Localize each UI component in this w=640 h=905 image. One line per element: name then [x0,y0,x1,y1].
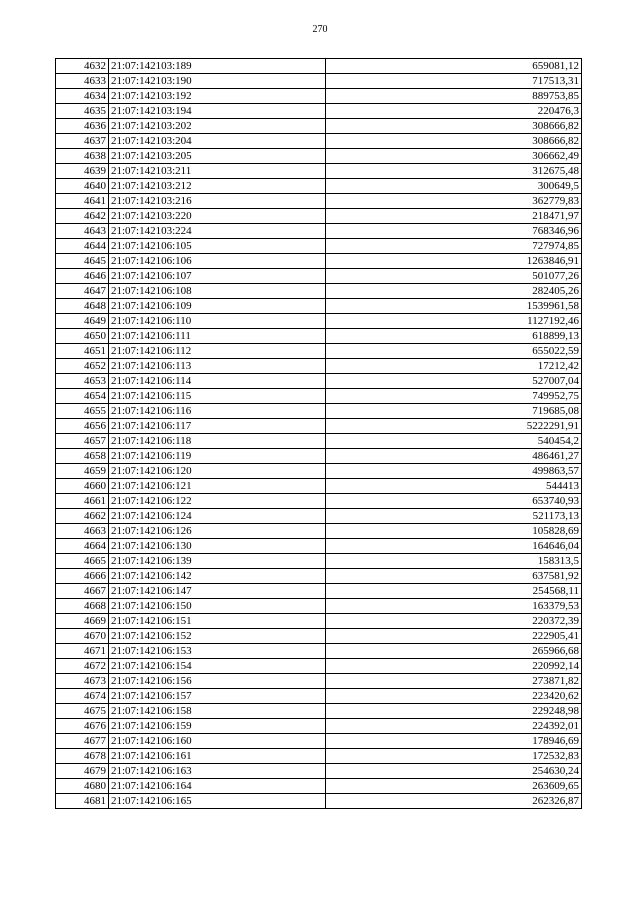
table-row [56,389,582,404]
row-number-cell: 4638 [56,149,109,164]
value-cell: 499863,57 [326,464,582,479]
table-row [56,539,582,554]
row-number-cell: 4632 [56,59,109,74]
table-row [56,149,582,164]
row-number-cell: 4643 [56,224,109,239]
row-number-cell: 4655 [56,404,109,419]
row-number-cell: 4652 [56,359,109,374]
value-cell: 1539961,58 [326,299,582,314]
table-row [56,89,582,104]
cadastral-number-cell: 21:07:142106:159 [109,719,326,734]
value-cell: 229248,98 [326,704,582,719]
value-cell: 218471,97 [326,209,582,224]
cadastral-number-cell: 21:07:142106:156 [109,674,326,689]
cadastral-number-cell: 21:07:142106:157 [109,689,326,704]
table-row [56,779,582,794]
value-cell: 306662,49 [326,149,582,164]
cadastral-number-cell: 21:07:142106:151 [109,614,326,629]
cadastral-number-cell: 21:07:142103:205 [109,149,326,164]
cadastral-number-cell: 21:07:142103:220 [109,209,326,224]
value-cell: 308666,82 [326,119,582,134]
value-cell: 178946,69 [326,734,582,749]
value-cell: 768346,96 [326,224,582,239]
cadastral-number-cell: 21:07:142103:216 [109,194,326,209]
cadastral-number-cell: 21:07:142106:152 [109,629,326,644]
row-number-cell: 4659 [56,464,109,479]
table-row [56,254,582,269]
value-cell: 653740,93 [326,494,582,509]
value-cell: 273871,82 [326,674,582,689]
cadastral-number-cell: 21:07:142106:163 [109,764,326,779]
cadastral-number-cell: 21:07:142106:150 [109,599,326,614]
table-row [56,59,582,74]
value-cell: 105828,69 [326,524,582,539]
table-row [56,269,582,284]
cadastral-number-cell: 21:07:142103:211 [109,164,326,179]
cadastral-number-cell: 21:07:142103:189 [109,59,326,74]
cadastral-number-cell: 21:07:142106:121 [109,479,326,494]
table-body [56,59,582,809]
value-cell: 655022,59 [326,344,582,359]
row-number-cell: 4673 [56,674,109,689]
value-cell: 282405,26 [326,284,582,299]
table-row [56,794,582,809]
cadastral-number-cell: 21:07:142106:120 [109,464,326,479]
table-row [56,689,582,704]
row-number-cell: 4665 [56,554,109,569]
row-number-cell: 4680 [56,779,109,794]
value-cell: 312675,48 [326,164,582,179]
cadastral-number-cell: 21:07:142106:114 [109,374,326,389]
row-number-cell: 4644 [56,239,109,254]
value-cell: 220476,3 [326,104,582,119]
row-number-cell: 4676 [56,719,109,734]
value-cell: 158313,5 [326,554,582,569]
cadastral-number-cell: 21:07:142106:124 [109,509,326,524]
cadastral-number-cell: 21:07:142103:204 [109,134,326,149]
value-cell: 5222291,91 [326,419,582,434]
value-cell: 220372,39 [326,614,582,629]
table-row [56,449,582,464]
table-row [56,374,582,389]
row-number-cell: 4633 [56,74,109,89]
table-row [56,464,582,479]
table-row [56,704,582,719]
page-number: 270 [312,24,328,35]
table-row [56,209,582,224]
value-cell: 527007,04 [326,374,582,389]
value-cell: 362779,83 [326,194,582,209]
value-cell: 717513,31 [326,74,582,89]
row-number-cell: 4669 [56,614,109,629]
cadastral-number-cell: 21:07:142106:165 [109,794,326,809]
table-row [56,629,582,644]
cadastral-number-cell: 21:07:142106:161 [109,749,326,764]
value-cell: 300649,5 [326,179,582,194]
value-cell: 265966,68 [326,644,582,659]
value-cell: 1127192,46 [326,314,582,329]
value-cell: 164646,04 [326,539,582,554]
table-row [56,194,582,209]
value-cell: 889753,85 [326,89,582,104]
table-row [56,569,582,584]
table-row [56,614,582,629]
row-number-cell: 4674 [56,689,109,704]
table-row [56,314,582,329]
cadastral-number-cell: 21:07:142106:119 [109,449,326,464]
row-number-cell: 4654 [56,389,109,404]
data-table [55,58,582,809]
row-number-cell: 4657 [56,434,109,449]
value-cell: 501077,26 [326,269,582,284]
value-cell: 308666,82 [326,134,582,149]
cadastral-number-cell: 21:07:142106:158 [109,704,326,719]
cadastral-number-cell: 21:07:142106:111 [109,329,326,344]
table-row [56,494,582,509]
row-number-cell: 4637 [56,134,109,149]
cadastral-number-cell: 21:07:142106:107 [109,269,326,284]
cadastral-number-cell: 21:07:142106:139 [109,554,326,569]
row-number-cell: 4653 [56,374,109,389]
value-cell: 749952,75 [326,389,582,404]
row-number-cell: 4650 [56,329,109,344]
value-cell: 659081,12 [326,59,582,74]
cadastral-number-cell: 21:07:142103:212 [109,179,326,194]
cadastral-number-cell: 21:07:142103:224 [109,224,326,239]
table-row [56,74,582,89]
table-row [56,764,582,779]
table-row [56,359,582,374]
cadastral-number-cell: 21:07:142106:112 [109,344,326,359]
cadastral-number-cell: 21:07:142106:142 [109,569,326,584]
row-number-cell: 4636 [56,119,109,134]
table-row [56,509,582,524]
value-cell: 223420,62 [326,689,582,704]
row-number-cell: 4642 [56,209,109,224]
value-cell: 222905,41 [326,629,582,644]
value-cell: 254568,11 [326,584,582,599]
row-number-cell: 4672 [56,659,109,674]
value-cell: 719685,08 [326,404,582,419]
cadastral-number-cell: 21:07:142106:113 [109,359,326,374]
cadastral-number-cell: 21:07:142106:147 [109,584,326,599]
table-row [56,224,582,239]
value-cell: 521173,13 [326,509,582,524]
row-number-cell: 4681 [56,794,109,809]
cadastral-number-cell: 21:07:142103:202 [109,119,326,134]
table-row [56,659,582,674]
row-number-cell: 4677 [56,734,109,749]
cadastral-number-cell: 21:07:142106:106 [109,254,326,269]
table-row [56,179,582,194]
cadastral-number-cell: 21:07:142106:164 [109,779,326,794]
value-cell: 618899,13 [326,329,582,344]
cadastral-number-cell: 21:07:142106:130 [109,539,326,554]
table-row [56,554,582,569]
cadastral-number-cell: 21:07:142106:154 [109,659,326,674]
row-number-cell: 4646 [56,269,109,284]
cadastral-number-cell: 21:07:142106:153 [109,644,326,659]
table-row [56,329,582,344]
row-number-cell: 4635 [56,104,109,119]
value-cell: 727974,85 [326,239,582,254]
value-cell: 540454,2 [326,434,582,449]
table-row [56,299,582,314]
table-row [56,164,582,179]
row-number-cell: 4661 [56,494,109,509]
row-number-cell: 4647 [56,284,109,299]
table-row [56,644,582,659]
row-number-cell: 4663 [56,524,109,539]
value-cell: 263609,65 [326,779,582,794]
row-number-cell: 4648 [56,299,109,314]
cadastral-number-cell: 21:07:142106:118 [109,434,326,449]
row-number-cell: 4656 [56,419,109,434]
value-cell: 220992,14 [326,659,582,674]
table-row [56,524,582,539]
row-number-cell: 4649 [56,314,109,329]
cadastral-number-cell: 21:07:142103:194 [109,104,326,119]
table-row [56,119,582,134]
table-row [56,419,582,434]
table-row [56,104,582,119]
table-row [56,344,582,359]
table-row [56,674,582,689]
row-number-cell: 4670 [56,629,109,644]
table-row [56,404,582,419]
cadastral-number-cell: 21:07:142103:192 [109,89,326,104]
cadastral-number-cell: 21:07:142106:160 [109,734,326,749]
row-number-cell: 4671 [56,644,109,659]
row-number-cell: 4662 [56,509,109,524]
row-number-cell: 4679 [56,764,109,779]
table-row [56,434,582,449]
table-row [56,479,582,494]
row-number-cell: 4667 [56,584,109,599]
row-number-cell: 4634 [56,89,109,104]
value-cell: 637581,92 [326,569,582,584]
table-row [56,599,582,614]
row-number-cell: 4660 [56,479,109,494]
table-row [56,284,582,299]
cadastral-number-cell: 21:07:142106:126 [109,524,326,539]
row-number-cell: 4675 [56,704,109,719]
row-number-cell: 4645 [56,254,109,269]
table-row [56,749,582,764]
table-row [56,239,582,254]
cadastral-number-cell: 21:07:142106:108 [109,284,326,299]
value-cell: 1263846,91 [326,254,582,269]
value-cell: 224392,01 [326,719,582,734]
value-cell: 17212,42 [326,359,582,374]
cadastral-number-cell: 21:07:142106:117 [109,419,326,434]
row-number-cell: 4658 [56,449,109,464]
cadastral-number-cell: 21:07:142106:110 [109,314,326,329]
row-number-cell: 4641 [56,194,109,209]
table-row [56,134,582,149]
row-number-cell: 4678 [56,749,109,764]
row-number-cell: 4666 [56,569,109,584]
table-row [56,734,582,749]
value-cell: 172532,83 [326,749,582,764]
row-number-cell: 4639 [56,164,109,179]
cadastral-number-cell: 21:07:142106:115 [109,389,326,404]
value-cell: 486461,27 [326,449,582,464]
row-number-cell: 4668 [56,599,109,614]
cadastral-number-cell: 21:07:142106:122 [109,494,326,509]
value-cell: 544413 [326,479,582,494]
row-number-cell: 4664 [56,539,109,554]
cadastral-number-cell: 21:07:142103:190 [109,74,326,89]
cadastral-number-cell: 21:07:142106:116 [109,404,326,419]
table-row [56,719,582,734]
cadastral-number-cell: 21:07:142106:109 [109,299,326,314]
value-cell: 254630,24 [326,764,582,779]
row-number-cell: 4651 [56,344,109,359]
value-cell: 262326,87 [326,794,582,809]
row-number-cell: 4640 [56,179,109,194]
cadastral-number-cell: 21:07:142106:105 [109,239,326,254]
table-row [56,584,582,599]
value-cell: 163379,53 [326,599,582,614]
